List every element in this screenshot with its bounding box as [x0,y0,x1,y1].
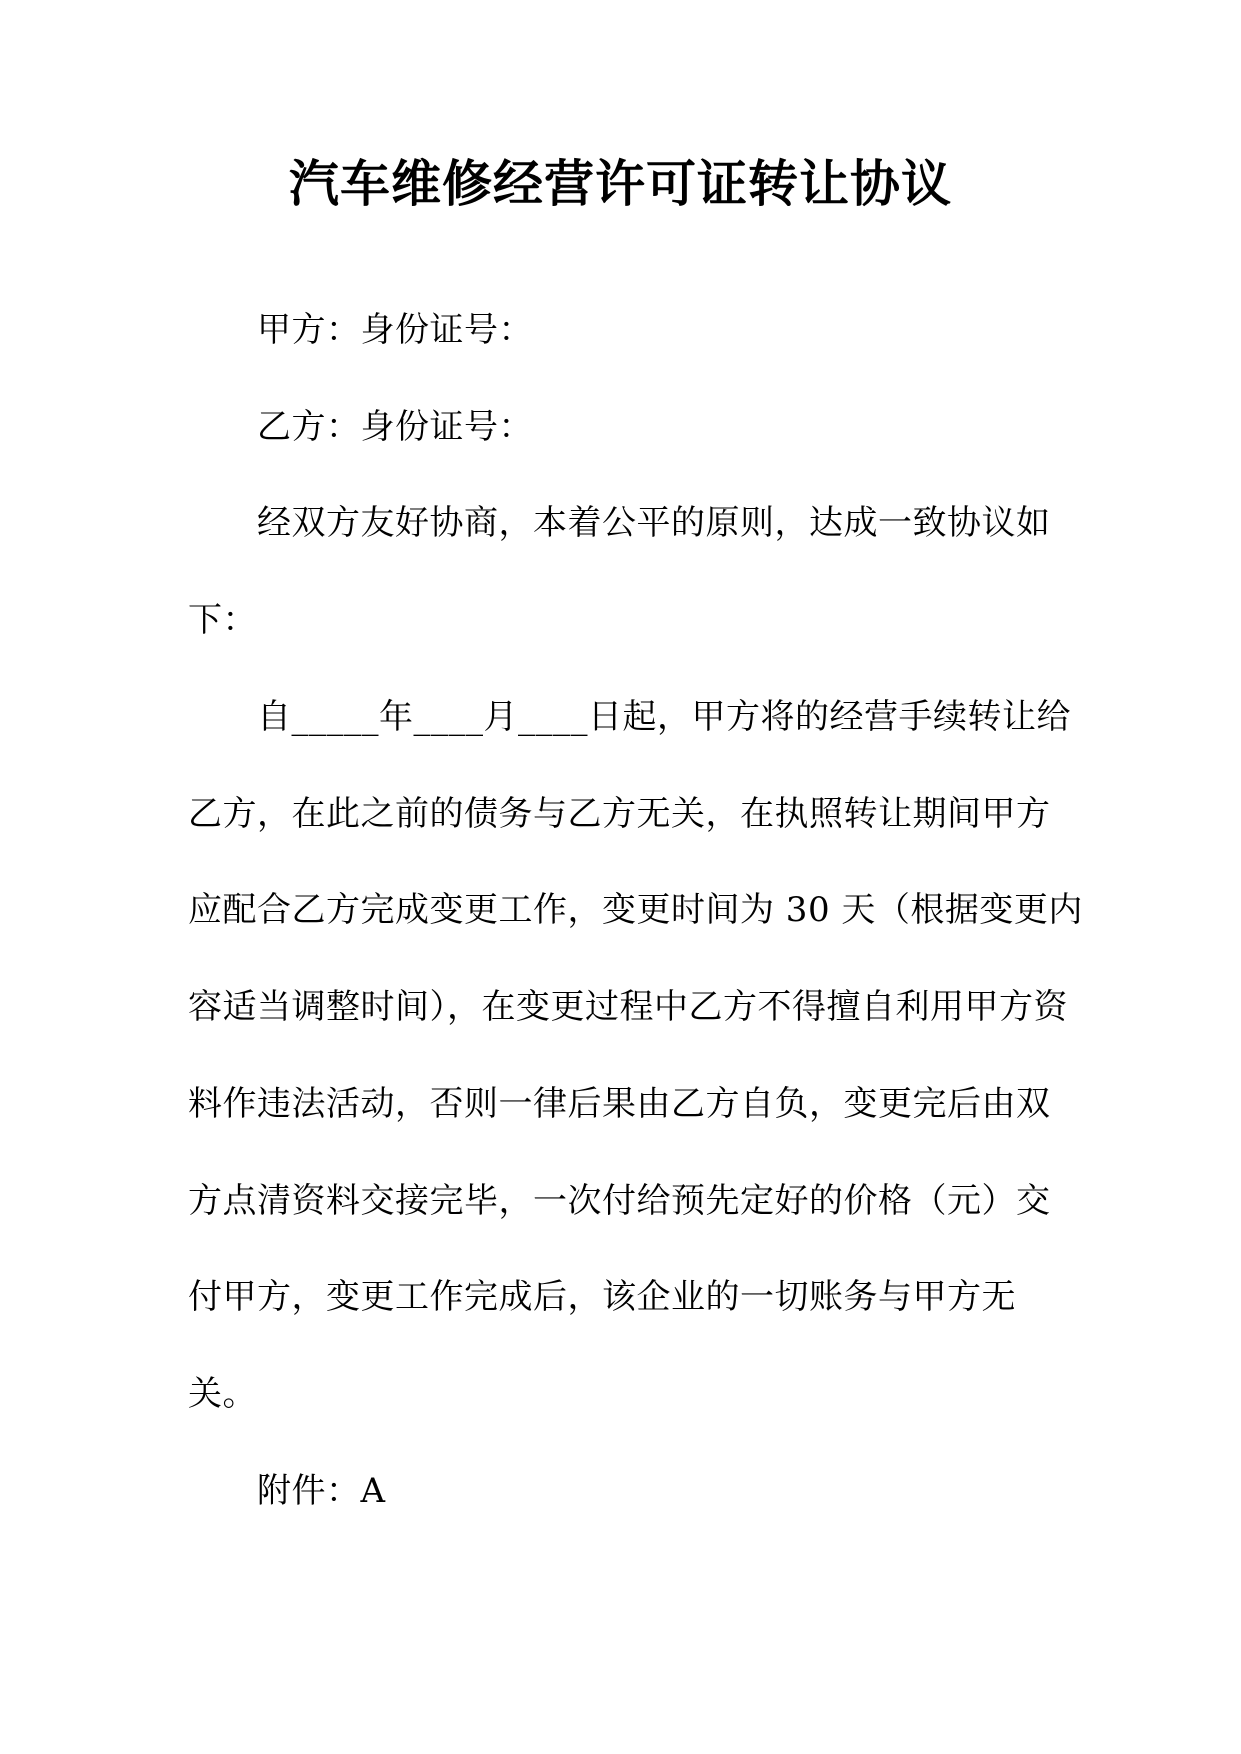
party-b-line: 乙方：身份证号： [257,407,533,447]
document-title: 汽车维修经营许可证转让协议 [289,155,952,213]
clause-line: 关。 [188,1374,257,1414]
clause-line: 料作违法活动，否则一律后果由乙方自负，变更完后由双 [188,1084,1051,1124]
preamble-line: 下： [188,600,257,640]
clause-line: 应配合乙方完成变更工作，变更时间为 30 天（根据变更内 [188,890,1083,930]
clause-line: 付甲方，变更工作完成后，该企业的一切账务与甲方无 [188,1277,1016,1317]
clause-line: 容适当调整时间），在变更过程中乙方不得擅自利用甲方资 [188,987,1068,1027]
clause-line: 自_____年____月____日起，甲方将的经营手续转让给 [257,697,1071,737]
clause-line: 方点清资料交接完毕，一次付给预先定好的价格（元）交 [188,1181,1051,1221]
preamble-line: 经双方友好协商，本着公平的原则，达成一致协议如 [257,503,1051,543]
attachment-line: 附件：A [257,1471,386,1511]
party-a-line: 甲方：身份证号： [257,310,533,350]
clause-line: 乙方，在此之前的债务与乙方无关，在执照转让期间甲方 [188,794,1051,834]
